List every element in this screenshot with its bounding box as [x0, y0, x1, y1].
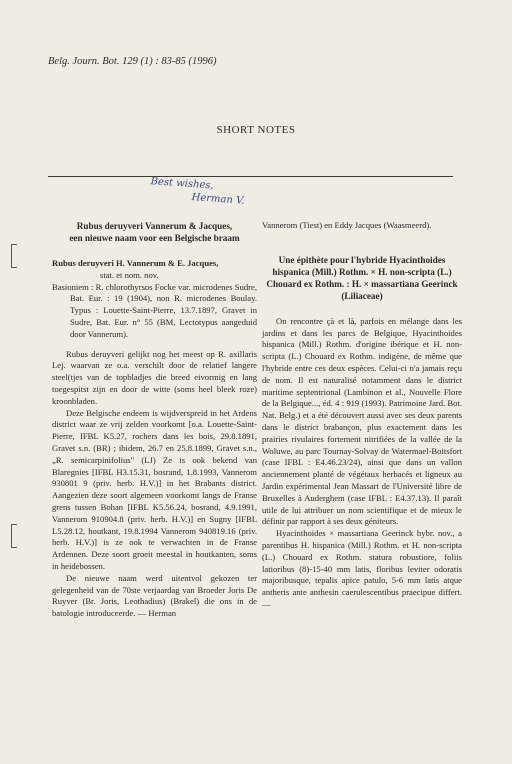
article-title-line-1: Rubus deruyveri Vannerum & Jacques, [76, 221, 233, 231]
header-rule [48, 176, 453, 177]
article-title-rubus [52, 220, 257, 244]
paragraph: Hyacinthoides × massartiana Geerinck hybr. nov., a parentibus H. hispanica (Mill.) Rothm. et H. non-scripta (L.) Chouard ex Rothm. statura robustiore, foliis latioribus (8)-15-40 mm latis, floribus leviter odoratis majoribusque, tepalis apice patulo, 5-6 mm latis atque antheris ante anthesin caerulescentibus praecipue differt. — [262, 528, 462, 609]
basionym-paragraph: Basioniem : R. chlorothyrsos Focke var. microdenes Sudre, Bat. Eur. : 19 (1904), non R. microdenes Boulay. Typus : Louette-Saint-Pierre, 13.7.1897, Gravet in Sudre, Bat. Eur. n° 55 (BM, Lectotypus aangeduid door Vannerum). [52, 281, 257, 339]
paragraph: On rencontre çà et là, parfois en mélange dans les jardins et dans les parcs de Belgique, Hyacinthoides hispanica (Mill.) Rothm. d'origine ibérique et H. non-scripta (L.) Chouard ex Rothm. indigène, de même que l'hybride entre ces deux espèces. Celui-ci n'a jamais reçu de nom. Il est naturalisé notamment dans le district maritime septentrional (Lambinon et al., Nouvelle Flore de la Belgique..., éd. 4 : 919 (1993). Patrimoine Jard. Bot. Nat. Belg.) et a été découvert aussi avec ses deux parents dans le district brabançon, plus exactement dans les prairies rivulaires fortement nitrifiées de la vallée de la Woluwe, au parc Tournay-Solvay de Watermael-Boitsfort (case IFBL : E4.46.23/24), ainsi que dans un vallon anciennement planté de végétaux herbacés et ligneux au Jardin expérimental Jean Massart de l'Université libre de Bruxelles à Auderghem (case IFBL : E4.37.13). Il paraît utile de lui attribuer un nom scientifique et de mieux le définir par rapport à ses deux géniteurs. [262, 315, 462, 527]
signature-line-2: Herman V. [191, 192, 246, 207]
paragraph: Deze Belgische endeem is wijdverspreid in het Ardens district waar ze vrij zelden voorkomt [o.a. Louette-Saint-Pierre, IFBL K5.27, rochers dans les bois, 29.8.1891, Gravet s.n. (BR) ; ibidem, 26.7 en 25.8.1899, Gravet s.n., „R. semicarpinifolius" (LJ) Ze is ook bekend van Blaregnies [IFBL H3.15.31, bosrand, 1.8.1993, Vannerom 930801 9 (priv. herb. H.V.)] in het Brabants district. Aangezien deze soort algemeen voorkomt langs de Franse grens tussen Bohan [IFBL K5.56.24, bosrand, 4.9.1991, Vannerom 910904.8 (priv. herb. H.V.)] en Sugny [IFBL L5.28.12, houtkant, 19.8.1994 Vannerom 940819.16 (priv. herb. H.V.)] is ze ook te verwachten in de Franse Ardennen. Deze soort groeit meestal in houtkanten, soms in heidebossen. [52, 407, 257, 571]
journal-reference: Belg. Journ. Bot. 129 (1) : 83-85 (1996) [48, 56, 217, 67]
right-column [262, 220, 462, 611]
margin-bracket-mark [11, 524, 17, 548]
paragraph: De nieuwe naam werd uitentvol gekozen ter gelegenheid van de 70ste verjaardag van Broeder Joris De Ruyver (Br. Joris, Leothadius) (Brakel) die ons in de batologie introduceerde. — Herman [52, 572, 257, 619]
status-line: stat. et nom. nov. [100, 269, 159, 280]
article-title-line-2: een nieuwe naam voor een Belgische braam [69, 233, 240, 243]
left-column [52, 220, 257, 620]
species-name-line: Rubus deruyveri H. Vannerum & E. Jacques, [52, 258, 219, 268]
paragraph: Rubus deruyveri gelijkt nog het meest op R. axillaris Lej. waarvan ze o.a. verschilt door de relatief langere steel(tjes van de topbladjes die breed eivormig en lang toegespitst zijn en door de witte (soms heel bleek roze) kroonbladen. [52, 348, 257, 406]
handwritten-signature [149, 175, 290, 211]
signature-line-1: Best wishes, [150, 176, 215, 192]
section-title: SHORT NOTES [216, 124, 296, 136]
margin-bracket-mark [11, 244, 17, 268]
article-title-hyacinthoides: Une épithète pour l'hybride Hyacinthoides hispanica (Mill.) Rothm. × H. non-scripta (L.) Chouard ex Rothm. : H. × massartiana Geerinck (Liliaceae) [266, 254, 458, 301]
author-continuation: Vannerom (Tiest) en Eddy Jacques (Waasmeerd). [262, 220, 432, 230]
